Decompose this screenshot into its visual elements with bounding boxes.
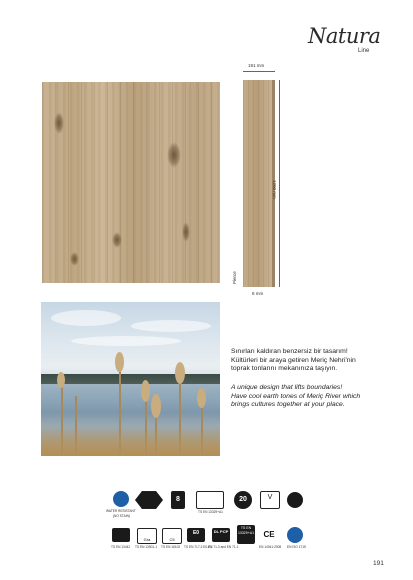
description-english (231, 384, 381, 410)
warranty-20-label: 20 (239, 496, 247, 503)
e0-icon (187, 528, 205, 542)
v-groove-icon (260, 491, 280, 509)
warranty-20-icon (234, 491, 252, 509)
description-en-line: brings cultures together at your place. (231, 401, 345, 409)
wood-texture-sample (42, 82, 220, 283)
class-icon (112, 528, 130, 542)
plank-sample (243, 80, 272, 287)
eco-icon (287, 492, 303, 508)
length-dimension-line (279, 80, 280, 287)
description-turkish (231, 348, 381, 374)
grab-sub: TS EN 13501-1 (135, 545, 157, 549)
treeline (41, 374, 220, 384)
description-en-line: Have cool earth tones of Meriç River which (231, 392, 361, 400)
page-number: 191 (373, 560, 384, 567)
c5-sub: TS EN 16102 (161, 545, 181, 549)
tse-icon (287, 527, 303, 543)
ts-en-13329-icon (196, 491, 224, 509)
logo-sub: Line (358, 48, 370, 54)
ce-sub: EN 14041:2008 (259, 545, 282, 549)
dl-pcp-label: DL PCP (213, 529, 229, 534)
ce-icon (262, 528, 276, 542)
length-dimension-label: 1200 mm (272, 180, 277, 199)
e0-label: E0 (192, 530, 200, 536)
width-dimension-label: 191 mm (248, 63, 265, 68)
ts-en-13329-label: TS EN 13329+A1 (198, 510, 223, 514)
class-label: TS EN 13442 (111, 545, 131, 549)
description-tr-line: toprak tonlarını mekanınıza taşıyın. (231, 365, 338, 373)
width-dimension-line (243, 71, 275, 72)
water-resistant-label: WATER RESISTANT (106, 509, 136, 513)
tse-sub: EN ISO 1715 (287, 545, 306, 549)
lake-reeds-photo (41, 302, 220, 456)
wear-icon (135, 491, 163, 509)
description-en-line: A unique design that lifts boundaries! (231, 384, 343, 391)
description-tr-line: Kültürleri bir araya getiren Meriç Nehri'nin (231, 356, 356, 364)
dl-pcp-icon (212, 528, 230, 542)
thickness-8-icon (171, 491, 185, 509)
grab-label: Gra (143, 537, 151, 542)
c5-icon (162, 528, 182, 544)
ce-label: CE (263, 530, 275, 539)
c5-label: C5 (169, 537, 175, 542)
water-resistant-sub: (NO STAIN) (113, 514, 130, 518)
ts-en-label: TS EN 13329+A1 (237, 526, 255, 535)
brand-logo (308, 24, 390, 60)
grab-icon (137, 528, 157, 544)
dl-pcp-sub: EN 71-3 and EN 71-1 (208, 545, 239, 549)
water-resistant-icon (113, 491, 129, 507)
v-groove-label: V (267, 494, 273, 501)
e0-sub: TS EN 717-2 E0-E1 (184, 545, 213, 549)
description-tr-line: Sınırları kaldıran benzersiz bir tasarım! (231, 348, 348, 355)
thickness-8-label: 8 (176, 496, 180, 503)
logo-script: Natura (308, 24, 381, 48)
thickness-dimension-label: 8 mm (252, 291, 264, 296)
ts-en-icon (237, 525, 255, 544)
pierce-label: Pierce (232, 271, 237, 284)
